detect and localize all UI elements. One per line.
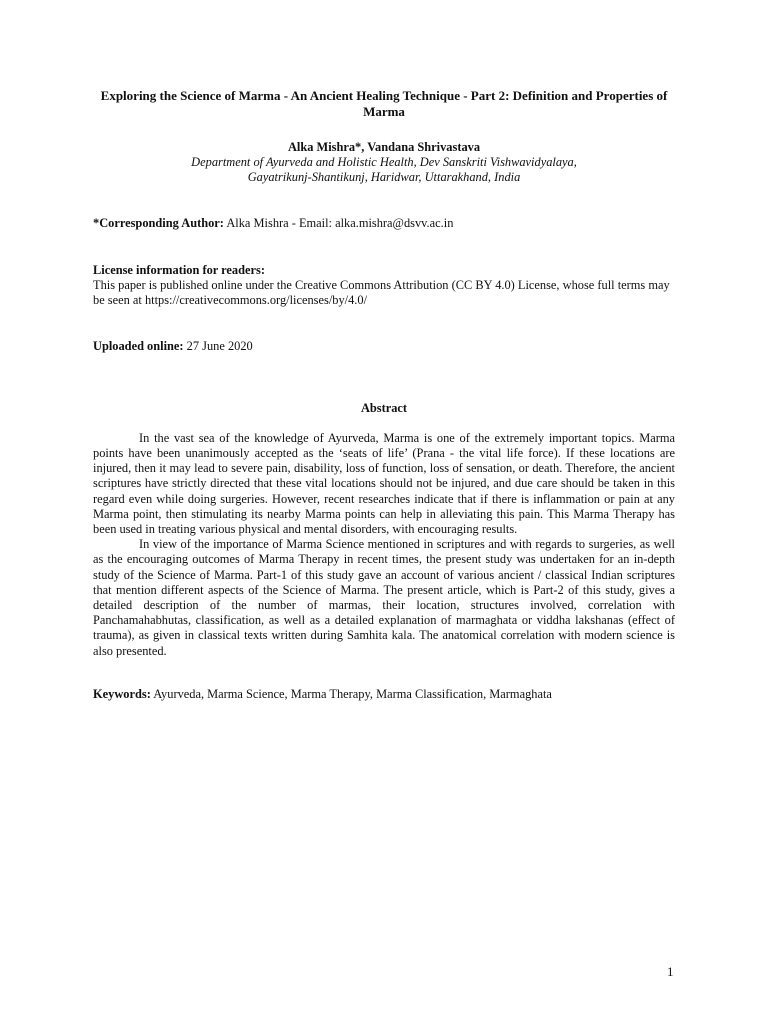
uploaded-label: Uploaded online: <box>93 339 184 354</box>
abstract-paragraph-2: In view of the importance of Marma Science mentioned in scriptures and with regards to surgeries, as well as the encouraging outcomes of Marma Therapy in recent times, the present study was undertaken for an in-depth study of the Science of Marma. Part-1 of this study gave an account of various ancient / classical Indian scriptures that mention different aspects of the Science of Marma. The present article, which is Part-2 of this study, gives a detailed description of the number of marmas, their location, structures involved, correlation with Panchamahabhutas, classification, as well as a detailed explanation of marmaghata or viddha lakshanas (effect of trauma), as given in classical texts written during Samhita kala. The anatomical correlation with modern science is also presented. <box>93 537 675 658</box>
corresponding-author <box>93 216 675 231</box>
license-text: This paper is published online under the Creative Commons Attribution (CC BY 4.0) License, whose full terms may be seen at https://creativecommons.org/licenses/by/4.0/ <box>93 278 670 308</box>
keywords-text: Ayurveda, Marma Science, Marma Therapy, Marma Classification, Marmaghata <box>150 686 552 701</box>
uploaded-date: 27 June 2020 <box>183 339 253 354</box>
corresponding-author-text: Alka Mishra - Email: alka.mishra@dsvv.ac.in <box>223 215 454 230</box>
corresponding-author-label: *Corresponding Author: <box>93 215 224 230</box>
affiliation-line-1: Department of Ayurveda and Holistic Health, Dev Sanskriti Vishwavidyalaya, <box>191 155 577 170</box>
uploaded-online <box>93 339 675 354</box>
paper-title: Exploring the Science of Marma - An Ancient Healing Technique - Part 2: Definition and Properties of Marma <box>100 88 668 119</box>
abstract-heading: Abstract <box>360 400 408 415</box>
page-number: 1 <box>667 964 674 979</box>
keywords-label: Keywords: <box>93 686 151 701</box>
author-list: Alka Mishra*, Vandana Shrivastava <box>287 140 481 154</box>
paper-page <box>93 88 675 702</box>
affiliation-line-2: Gayatrikunj-Shantikunj, Haridwar, Uttarakhand, India <box>247 170 521 185</box>
abstract-paragraph-1: In the vast sea of the knowledge of Ayurveda, Marma is one of the extremely important topics. Marma points have been unanimously accepted as the ‘seats of life’ (Prana - the vital life force). If these locations are injured, then it may lead to severe pain, disability, loss of function, loss of sensation, or death. Therefore, the ancient scriptures have strictly directed that these vital locations should not be injured, and due care should be taken in this regard even while doing surgeries. However, recent researches indicate that if there is inflammation or pain at any Marma point, then stimulating its nearby Marma points can help in alleviating this pain. This Marma Therapy has been used in treating various physical and mental disorders, with encouraging results. <box>93 430 675 537</box>
abstract-body <box>93 431 675 659</box>
keywords <box>93 687 675 702</box>
license-heading: License information for readers: <box>93 262 265 277</box>
